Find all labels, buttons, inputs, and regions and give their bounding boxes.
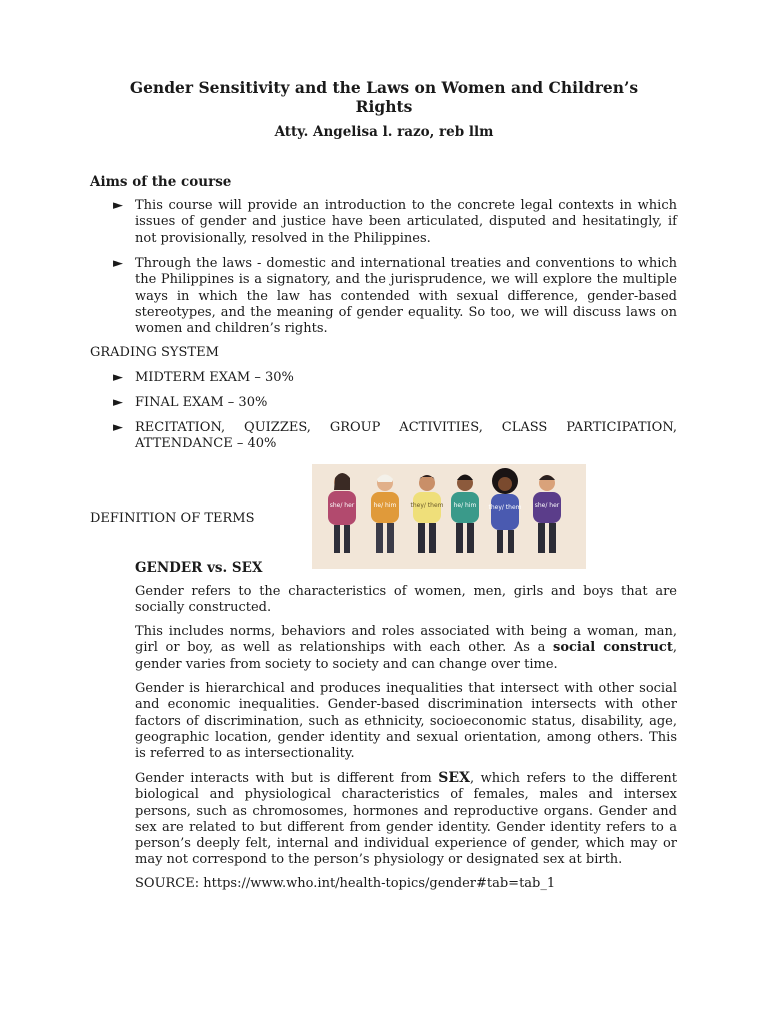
person-figure bbox=[328, 473, 356, 553]
bullet-arrow-icon: ► bbox=[113, 420, 123, 435]
figure-label: she/ her bbox=[534, 502, 560, 509]
figure-label: they/ them bbox=[410, 502, 444, 509]
paragraph-text: , gender varies from society to society and can change over time. bbox=[135, 640, 677, 672]
person-figure bbox=[410, 475, 443, 553]
grading-item-text: FINAL EXAM – 30% bbox=[135, 395, 268, 410]
grading-item-text: RECITATION, QUIZZES, GROUP ACTIVITIES, CLASS PARTICIPATION, ATTENDANCE – 40% bbox=[135, 420, 677, 452]
aims-heading: Aims of the course bbox=[90, 174, 232, 190]
aims-item-text: This course will provide an introduction to the concrete legal contexts in which issues of gender and justice have been articulated, disputed and hesitatingly, if not provisionally, resolved in the Philippines. bbox=[135, 198, 677, 246]
figure-label: he/ him bbox=[373, 502, 397, 509]
bullet-arrow-icon: ► bbox=[113, 370, 123, 385]
emphasis-text: social construct bbox=[553, 640, 673, 656]
figure-label: they/ them bbox=[488, 504, 522, 511]
grading-item-text: MIDTERM EXAM – 30% bbox=[135, 370, 294, 385]
source-citation: SOURCE: https://www.who.int/health-topics/gender#tab=tab_1 bbox=[135, 876, 556, 891]
person-figure bbox=[488, 468, 521, 553]
grading-heading: GRADING SYSTEM bbox=[90, 345, 219, 360]
figure-label: she/ her bbox=[329, 502, 355, 509]
definitions-heading: DEFINITION OF TERMS bbox=[90, 511, 255, 526]
emphasis-text: SEX bbox=[438, 770, 470, 786]
paragraph-text: , which refers to the different biological and physiological characteristics of females, males and intersex persons, such as chromosomes, hormones and reproductive organs. Gender and sex are related to but different from gender identity. Gender identity refers to a person’s deeply felt, internal and individual experience of gender, which may or may not correspond to the person’s physiology or designated sex at birth. bbox=[135, 771, 677, 868]
person-figure bbox=[371, 475, 399, 554]
figure-label: he/ him bbox=[453, 502, 477, 509]
bullet-arrow-icon: ► bbox=[113, 198, 123, 213]
bullet-arrow-icon: ► bbox=[113, 395, 123, 410]
bullet-arrow-icon: ► bbox=[113, 256, 123, 271]
people-figures-image bbox=[312, 464, 586, 569]
document-author: Atty. Angelisa l. razo, reb llm bbox=[274, 124, 494, 140]
document-title: Gender Sensitivity and the Laws on Women and Children’s Rights bbox=[129, 78, 639, 116]
paragraph bbox=[135, 770, 677, 869]
aims-item-text: Through the laws - domestic and international treaties and conventions to which the Philippines is a signatory, and the jurisprudence, we will explore the multiple ways in which the law has contended with sexual difference, gender-based stereotypes, and the meaning of gender equality. So too, we will discuss laws on women and children’s rights. bbox=[135, 256, 677, 337]
gender-people-illustration bbox=[312, 464, 586, 569]
person-figure bbox=[533, 475, 561, 553]
paragraph bbox=[135, 624, 677, 673]
paragraph-text: Gender interacts with but is different from bbox=[135, 771, 439, 786]
paragraph: Gender is hierarchical and produces inequalities that intersect with other social and economic inequalities. Gender-based discrimination intersects with other factors of discrimination, such as ethnicity, socioeconomic status, disability, age, geographic location, gender identity and sexual orientation, among others. This is referred to as intersectionality. bbox=[135, 681, 677, 762]
paragraph-text: This includes norms, behaviors and roles associated with being a woman, man, girl or boy, as well as relationships with each other. As a bbox=[135, 624, 677, 656]
paragraph: Gender refers to the characteristics of women, men, girls and boys that are socially constructed. bbox=[135, 584, 677, 616]
gender-vs-sex-heading: GENDER vs. SEX bbox=[135, 560, 263, 576]
person-figure bbox=[451, 475, 479, 554]
